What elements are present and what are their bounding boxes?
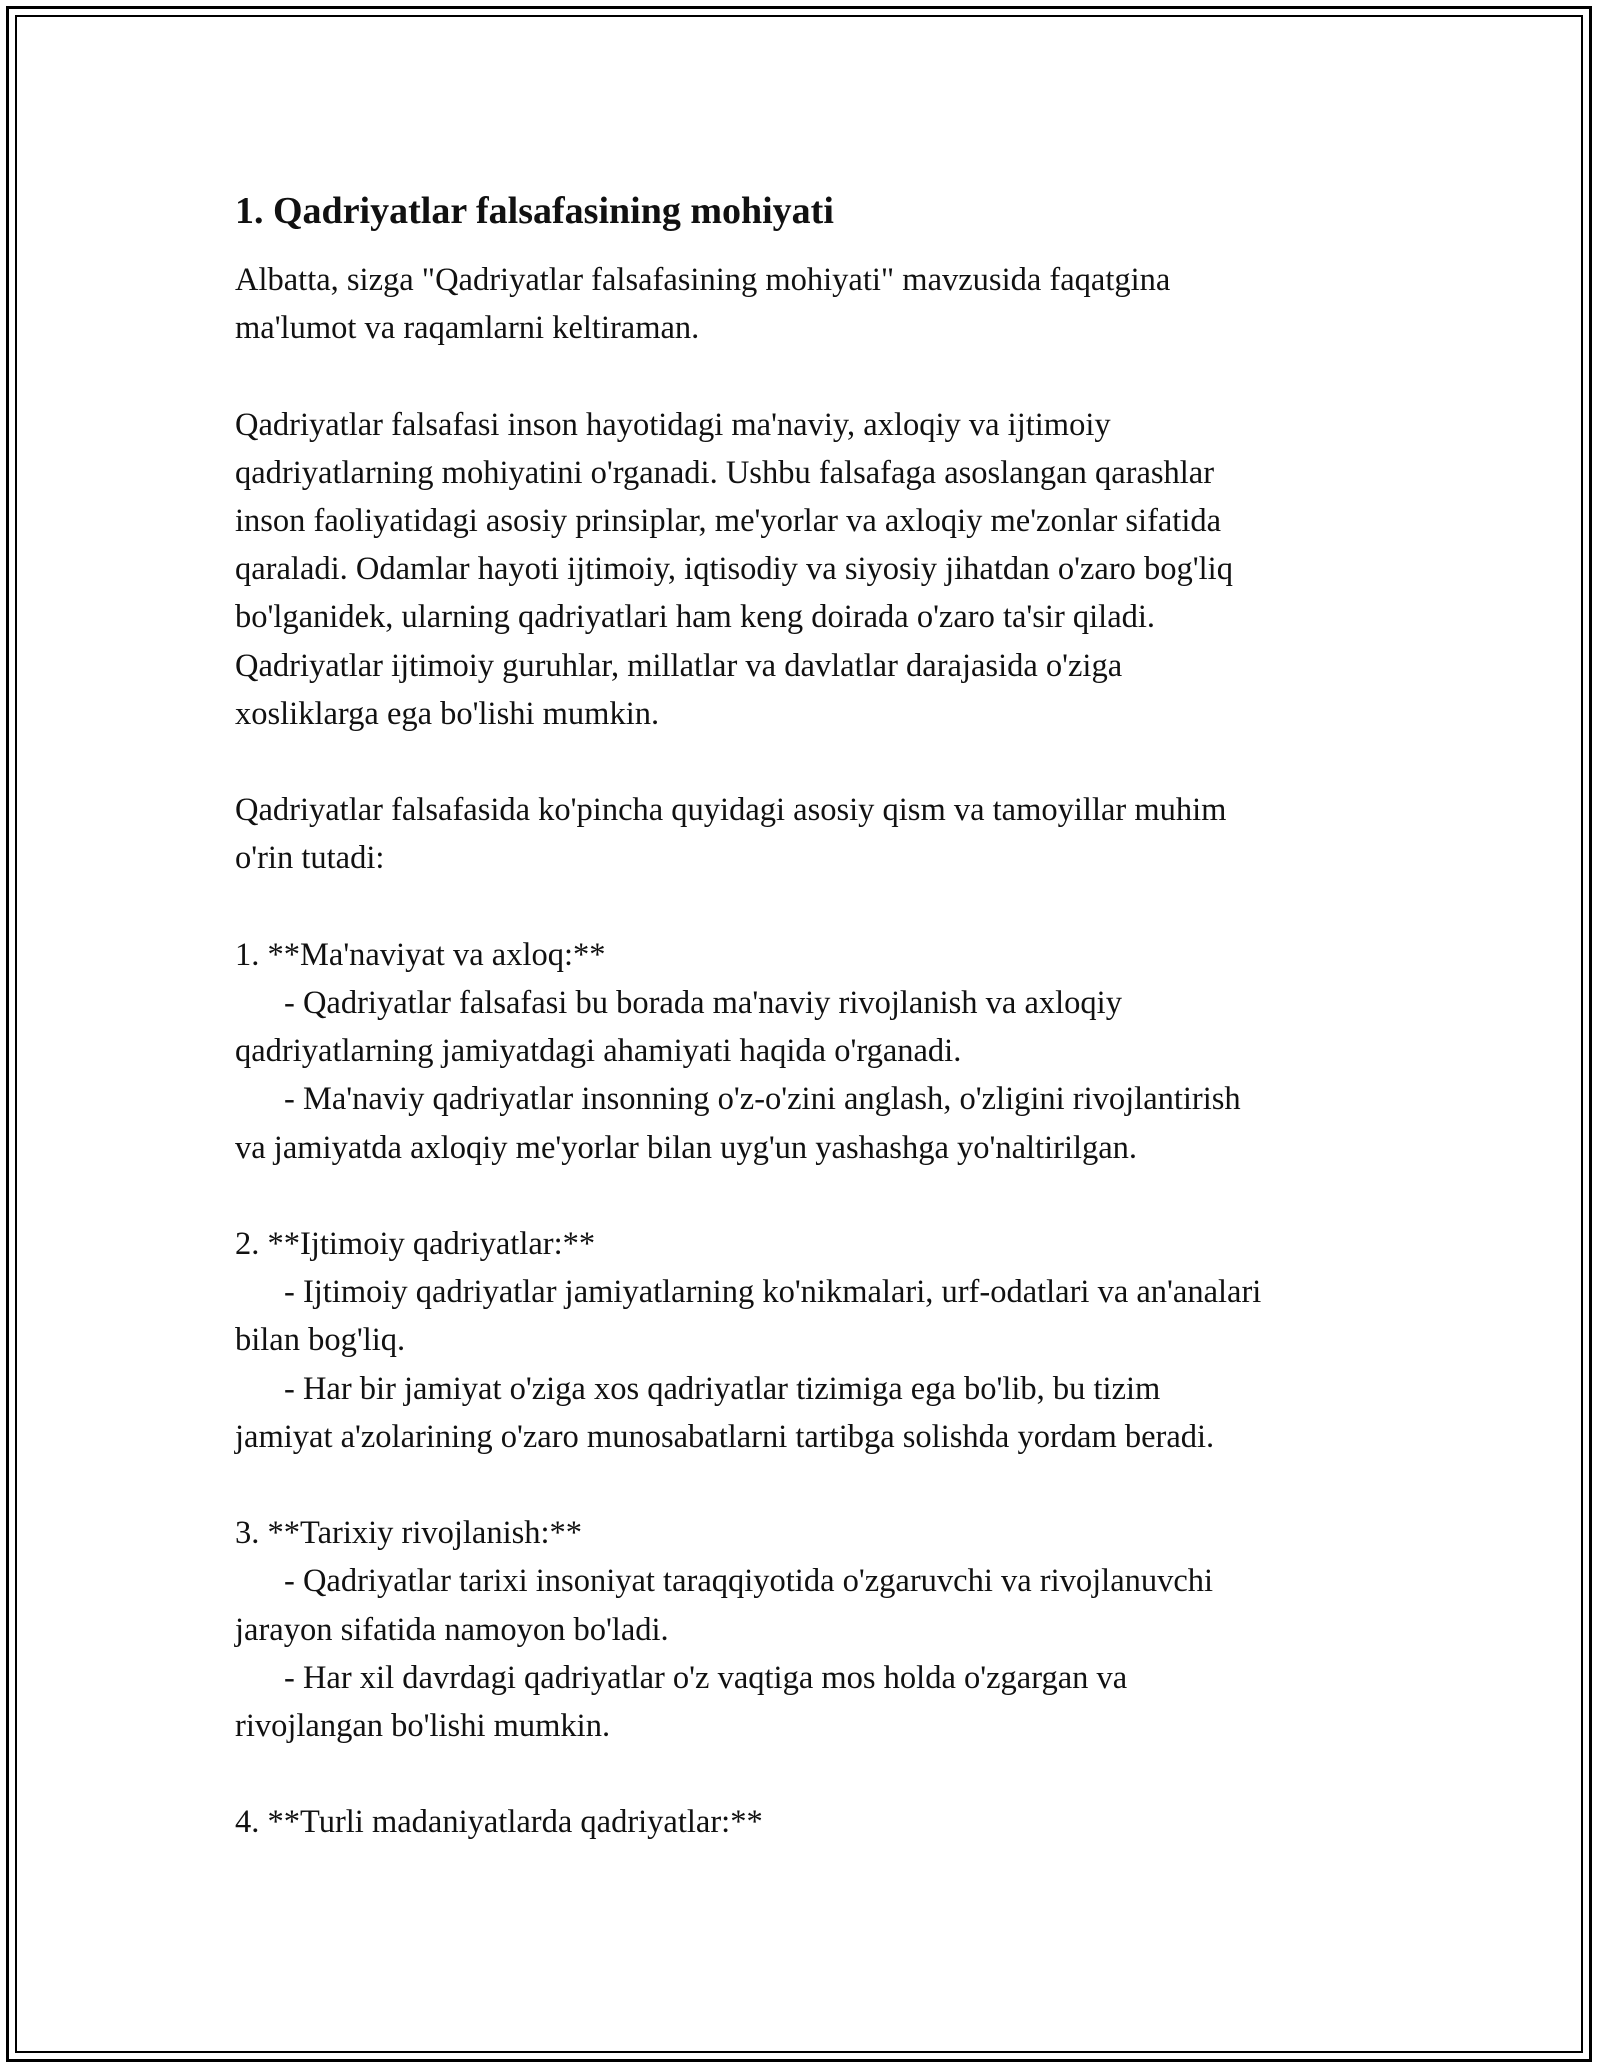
list-bullet-text: - Ijtimoiy qadriyatlar jamiyatlarning ko'nikmalari, urf-odatlari va an'analari <box>284 1274 1262 1311</box>
list-bullet-line: bilan bog'liq. <box>235 1322 406 1359</box>
paragraph-gap <box>235 883 1385 931</box>
list-item-heading: 1. **Ma'naviyat va axloq:** <box>235 936 606 973</box>
list-bullet-line: va jamiyatda axloqiy me'yorlar bilan uyg'un yashashga yo'naltirilgan. <box>235 1129 1138 1166</box>
list-bullet-line <box>235 1365 1385 1413</box>
paragraph-gap <box>235 1461 1385 1509</box>
list-bullet-text: - Har bir jamiyat o'ziga xos qadriyatlar tizimiga ega bo'lib, bu tizim <box>284 1370 1161 1407</box>
list-bullet-text: - Har xil davrdagi qadriyatlar o'z vaqtiga mos holda o'zgargan va <box>284 1659 1128 1696</box>
list-bullet-line: jamiyat a'zolarining o'zaro munosabatlarni tartibga solishda yordam beradi. <box>235 1418 1215 1455</box>
intro-line: ma'lumot va raqamlarni keltiraman. <box>235 310 700 347</box>
list-bullet-line <box>235 1557 1385 1605</box>
paragraph-gap <box>235 1172 1385 1220</box>
intro-line: Albatta, sizga "Qadriyatlar falsafasining mohiyati" mavzusida faqatgina <box>235 262 1171 298</box>
list-bullet-text: - Qadriyatlar tarixi insoniyat taraqqiyotida o'zgaruvchi va rivojlanuvchi <box>284 1563 1214 1600</box>
paragraph-line: o'rin tutadi: <box>235 840 385 877</box>
document-body <box>235 187 1385 1847</box>
list-bullet-line <box>235 1654 1385 1702</box>
list-bullet-line <box>235 1075 1385 1123</box>
paragraph-gap <box>235 352 1385 400</box>
paragraph-line: qadriyatlarning mohiyatini o'rganadi. Ushbu falsafaga asoslangan qarashlar <box>235 454 1215 491</box>
list-bullet-line <box>235 1268 1385 1316</box>
list-bullet-line: jarayon sifatida namoyon bo'ladi. <box>235 1611 669 1648</box>
list-bullet-line: qadriyatlarning jamiyatdagi ahamiyati haqida o'rganadi. <box>235 1033 962 1070</box>
list-bullet-text: - Qadriyatlar falsafasi bu borada ma'naviy rivojlanish va axloqiy <box>284 985 1122 1021</box>
paragraph-gap <box>235 1750 1385 1798</box>
list-bullet-line <box>235 979 1385 1027</box>
paragraph-line: Qadriyatlar ijtimoiy guruhlar, millatlar va davlatlar darajasida o'ziga <box>235 647 1123 684</box>
list-item-heading: 2. **Ijtimoiy qadriyatlar:** <box>235 1226 596 1262</box>
paragraph-line: xosliklarga ega bo'lishi mumkin. <box>235 695 660 732</box>
list-bullet-text: - Ma'naviy qadriyatlar insonning o'z-o'zini anglash, o'zligini rivojlantirish <box>284 1081 1241 1118</box>
paragraph-line: Qadriyatlar falsafasida ko'pincha quyidagi asosiy qism va tamoyillar muhim <box>235 792 1227 829</box>
paragraph-gap <box>235 738 1385 786</box>
paragraph-line: bo'lganidek, ularning qadriyatlari ham keng doirada o'zaro ta'sir qiladi. <box>235 599 1156 636</box>
document-title: 1. Qadriyatlar falsafasining mohiyati <box>235 190 834 232</box>
list-item-heading: 3. **Tarixiy rivojlanish:** <box>235 1515 583 1552</box>
paragraph-line: Qadriyatlar falsafasi inson hayotidagi ma'naviy, axloqiy va ijtimoiy <box>235 406 1111 443</box>
paragraph-line: inson faoliyatidagi asosiy prinsiplar, me'yorlar va axloqiy me'zonlar sifatida <box>235 503 1222 539</box>
paragraph-line: qaraladi. Odamlar hayoti ijtimoiy, iqtisodiy va siyosiy jihatdan o'zaro bog'liq <box>235 551 1233 588</box>
list-item-heading: 4. **Turli madaniyatlarda qadriyatlar:** <box>235 1804 763 1841</box>
list-bullet-line: rivojlangan bo'lishi mumkin. <box>235 1708 611 1745</box>
